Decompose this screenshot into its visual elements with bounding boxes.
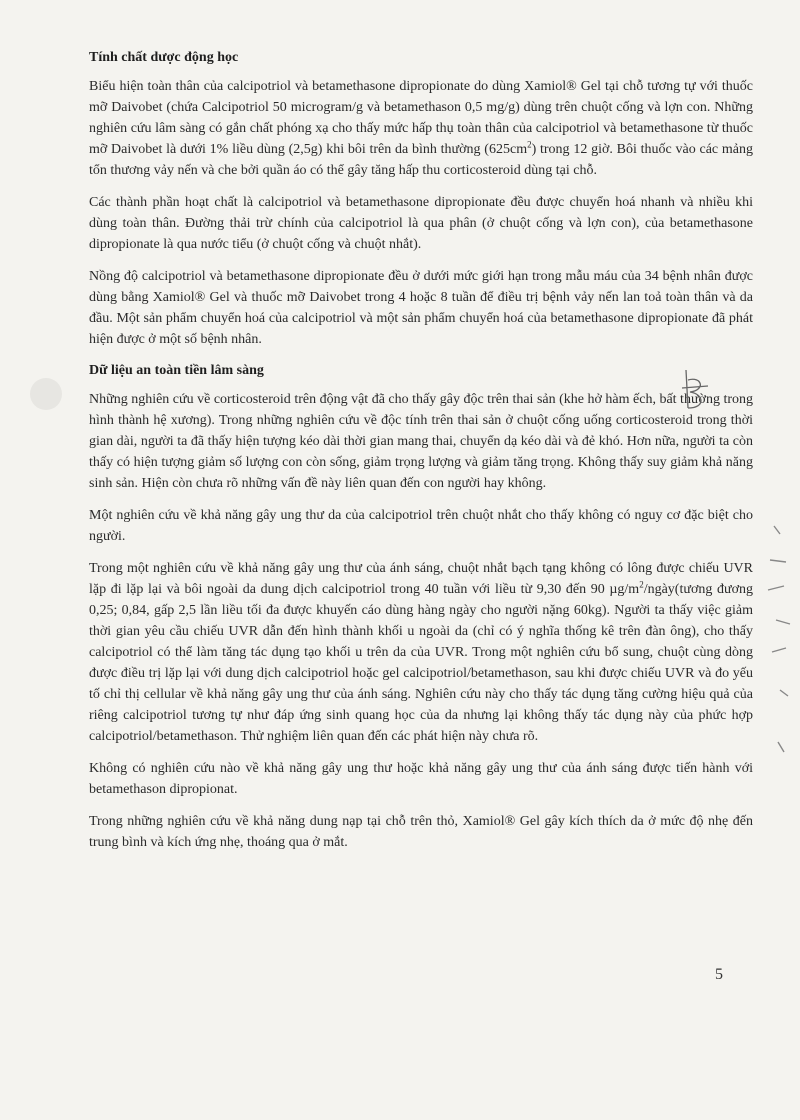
- superscript: 2: [639, 579, 644, 590]
- paragraph-text: /ngày(tương đương 0,25; 0,84, gấp 2,5 lần liều tối đa được khuyến cáo dùng hàng ngày cho người nặng 60kg). Người ta thấy việc giảm thời gian yêu cầu chiếu UVR dẫn đến hình thành khối u ngoài da (chỉ có ý nghĩa thống kê trên đàn ông), cho thấy calcipotriol có thể làm tăng tác dụng tạo khối u trên da của UVR. Trong một nghiên cứu bổ sung, chuột cùng dòng được điều trị lặp lại với dung dịch calcipotriol hoặc gel calcipotriol/betamethason, sau khi được chiếu UVR và đo yếu tố chỉ thị cellular về khả năng gây ung thư của ánh sáng. Nghiên cứu này cho thấy tác dụng tăng cường hiệu quả của riêng calcipotriol tương tự như đáp ứng sinh quang học của da nhưng lại không thấy tác dụng này của phức hợp calcipotriol/betamethason. Thử nghiệm liên quan đến các phát hiện này chưa rõ.: [89, 582, 753, 744]
- superscript: 2: [527, 139, 532, 150]
- paragraph-text: Trong một nghiên cứu về khả năng gây ung thư của ánh sáng, chuột nhắt bạch tạng không có lông được chiếu UVR lặp đi lặp lại và bôi ngoài da dung dịch calcipotriol trong 40 tuần với liều từ 9,30 đến 90 µg/m: [89, 561, 753, 597]
- scan-edge-marks: [760, 520, 798, 780]
- paragraph: [89, 76, 753, 181]
- handwritten-initial-mark: [678, 368, 718, 428]
- paragraph: [89, 558, 753, 747]
- paragraph: Những nghiên cứu về corticosteroid trên động vật đã cho thấy gây độc trên thai sản (khe hở hàm ếch, bất thường trong hình thành hệ xương). Trong những nghiên cứu về độc tính trên thai sản ở chuột cống uống corticosteroid trong thời gian dài, người ta đã thấy hiện tượng kéo dài thời gian mang thai, chuyển dạ kéo dài và đẻ khó. Hơn nữa, người ta còn thấy có hiện tượng giảm số lượng con còn sống, giảm trọng lượng và giảm tăng trọng. Không thấy suy giảm khả năng sinh sản. Hiện còn chưa rõ những vấn đề này liên quan đến con người hay không.: [89, 392, 753, 491]
- punch-hole-mark: [30, 378, 62, 410]
- document-body: [89, 48, 753, 864]
- paragraph: Không có nghiên cứu nào về khả năng gây ung thư hoặc khả năng gây ung thư của ánh sáng được tiến hành với betamethason dipropionat.: [89, 761, 753, 797]
- paragraph: Một nghiên cứu về khả năng gây ung thư da của calcipotriol trên chuột nhắt cho thấy không có nguy cơ đặc biệt cho người.: [89, 508, 753, 544]
- paragraph-text: ) trong 12 giờ. Bôi thuốc vào các mảng tổn thương vảy nến và che bởi quần áo có thể gây tăng hấp thu corticosteroid dùng tại chỗ.: [89, 142, 753, 178]
- heading-preclinical-safety: Dữ liệu an toàn tiền lâm sàng: [89, 363, 264, 378]
- page-number: 5: [715, 966, 723, 983]
- paragraph: Các thành phần hoạt chất là calcipotriol và betamethasone dipropionate đều được chuyển hoá nhanh và nhiều khi dùng toàn thân. Đường thải trừ chính của calcipotriol là qua phân (ở chuột cống và lợn con), của betamethasone dipropionate là qua nước tiểu (ở chuột cống và chuột nhắt).: [89, 195, 753, 252]
- paragraph: Nồng độ calcipotriol và betamethasone dipropionate đều ở dưới mức giới hạn trong mẫu máu của 34 bệnh nhân được dùng bằng Xamiol® Gel và thuốc mỡ Daivobet trong 4 hoặc 8 tuần để điều trị bệnh vảy nến lan toả toàn thân và da đầu. Một sản phẩm chuyển hoá của calcipotriol và một sản phẩm chuyển hoá của betamethasone dipropionate đã phát hiện được ở một số bệnh nhân.: [89, 269, 753, 347]
- paragraph-text: Biểu hiện toàn thân của calcipotriol và betamethasone dipropionate do dùng Xamiol® Gel tại chỗ tương tự với thuốc mỡ Daivobet (chứa Calcipotriol 50 microgram/g và betamethason 0,5 mg/g) dùng trên chuột cống và lợn con. Những nghiên cứu lâm sàng có gắn chất phóng xạ cho thấy mức hấp thụ toàn thân của calcipotriol và betamethasone từ thuốc mỡ Daivobet là dưới 1% liều dùng (2,5g) khi bôi trên da bình thường (625cm: [89, 79, 753, 157]
- paragraph: Trong những nghiên cứu về khả năng dung nạp tại chỗ trên thỏ, Xamiol® Gel gây kích thích da ở mức độ nhẹ đến trung bình và kích ứng nhẹ, thoáng qua ở mắt.: [89, 814, 753, 850]
- heading-pharmacokinetics: Tính chất dược động học: [89, 50, 239, 65]
